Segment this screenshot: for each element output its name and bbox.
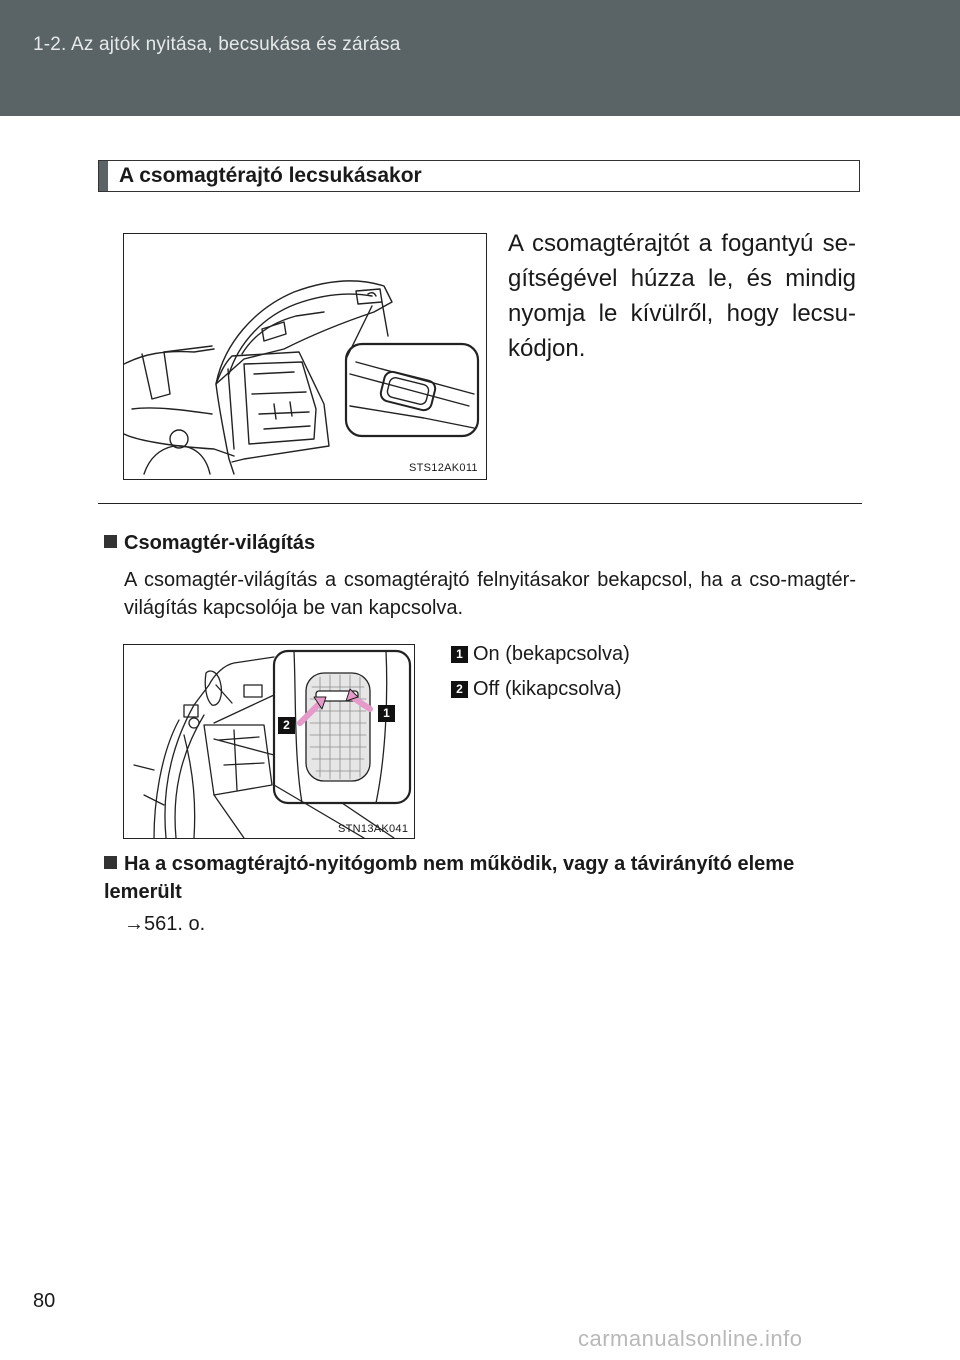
light-switch-illustration (124, 645, 414, 838)
section-title-bar (99, 161, 108, 191)
figure-code-2: STN13AK041 (338, 823, 409, 835)
figure-code-1: STS12AK011 (409, 462, 478, 474)
legend-badge-1: 1 (451, 646, 468, 663)
note-heading-light (104, 532, 315, 555)
tailgate-figure (123, 233, 487, 480)
note-body-light: A csomagtér-világítás a csomagtérajtó felnyitásakor bekapcsol, ha a cso-magtér-világítás kapcsolója be van kapcsolva. (124, 569, 856, 619)
note-heading-light-text: Csomagtér-világítás (124, 532, 316, 554)
callout-badge-2: 2 (278, 717, 295, 734)
note-heading-fault-text: Ha a csomagtérajtó-nyitógomb nem működik, vagy a távirányító eleme lemerült (104, 853, 795, 903)
legend-text-off: Off (kikapcsolva) (473, 678, 622, 700)
section-title: A csomagtérajtó lecsukásakor (119, 164, 422, 187)
header-band (0, 0, 960, 116)
watermark: carmanualsonline.info (578, 1326, 803, 1351)
light-switch-figure (123, 644, 415, 839)
callout-badge-1: 1 (378, 705, 395, 722)
legend-item-off (451, 678, 622, 701)
section-intro: A csomagtérajtót a fogantyú se-gítségével húzza le, és mindig nyomja le kívülről, hogy lecsu-kódjon. (508, 230, 856, 362)
page-reference[interactable]: →561. o. (124, 913, 206, 935)
legend-text-on: On (bekapcsolva) (473, 643, 630, 665)
tailgate-illustration (124, 234, 486, 479)
section-divider (98, 503, 862, 504)
chapter-title: 1-2. Az ajtók nyitása, becsukása és zárása (33, 34, 401, 55)
square-bullet-icon (104, 535, 117, 548)
note-heading-fault (104, 850, 862, 906)
legend-badge-2: 2 (451, 681, 468, 698)
square-bullet-icon (104, 856, 117, 869)
page-number: 80 (33, 1290, 56, 1312)
section-title-box (98, 160, 860, 192)
legend-item-on (451, 643, 630, 666)
